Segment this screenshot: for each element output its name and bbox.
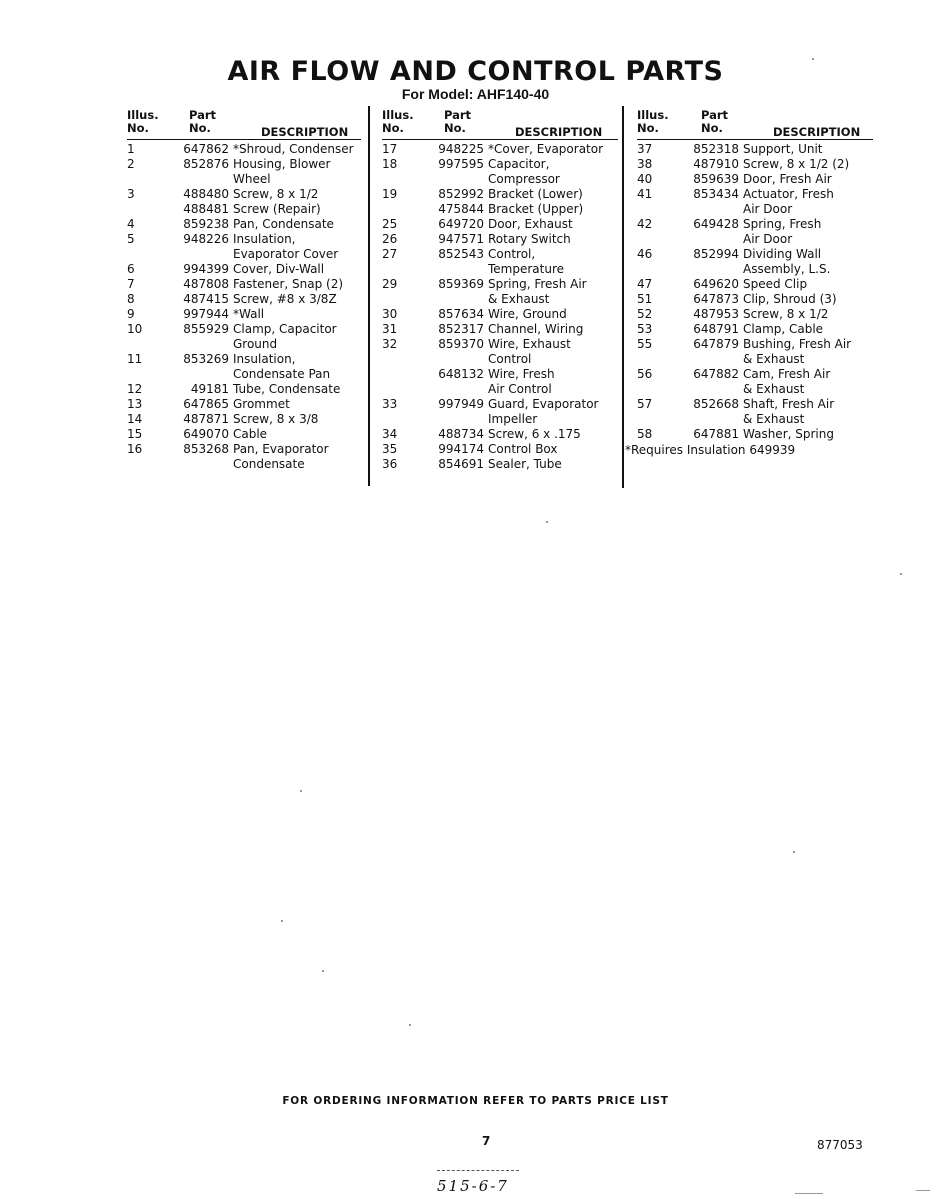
scan-speck — [281, 920, 283, 922]
model-subtitle: For Model: AHF140-40 — [401, 86, 550, 102]
parts-list — [637, 142, 873, 442]
part-number: 948226 — [183, 232, 229, 246]
part-row — [382, 202, 618, 217]
illus-number: 6 — [127, 262, 135, 276]
illus-number: 51 — [637, 292, 653, 306]
part-number — [428, 382, 488, 397]
part-description: Door, Fresh Air — [743, 172, 832, 186]
part-number: 948225 — [438, 142, 484, 156]
part-row — [382, 427, 618, 442]
scan-mark — [437, 1170, 519, 1171]
illus-number — [637, 262, 683, 277]
part-number: 852668 — [693, 397, 739, 411]
part-description: Screw, 8 x 1/2 (2) — [743, 157, 850, 171]
part-row — [637, 292, 873, 307]
illus-number: 11 — [127, 352, 143, 366]
part-number: 488481 — [183, 202, 229, 216]
part-row — [127, 247, 361, 262]
part-row — [127, 232, 361, 247]
part-description: Channel, Wiring — [488, 322, 584, 336]
illus-number: 19 — [382, 187, 398, 201]
part-number — [683, 262, 743, 277]
illus-number: 10 — [127, 322, 143, 336]
part-description: Clip, Shroud (3) — [743, 292, 837, 306]
part-description: & Exhaust — [743, 352, 805, 366]
part-row — [127, 142, 361, 157]
scan-speck — [793, 851, 795, 853]
part-description: Cam, Fresh Air — [743, 367, 831, 381]
part-number: 859639 — [693, 172, 739, 186]
part-description: Sealer, Tube — [488, 457, 562, 471]
illus-number: 12 — [127, 382, 143, 396]
part-row — [127, 442, 361, 457]
illus-number: 41 — [637, 187, 653, 201]
part-description: Washer, Spring — [743, 427, 834, 441]
part-description: Temperature — [488, 262, 565, 276]
part-number: 853268 — [183, 442, 229, 456]
part-header: Part No. — [444, 108, 472, 135]
part-description: Bracket (Lower) — [488, 187, 583, 201]
part-number — [173, 457, 233, 472]
part-description: Wheel — [233, 172, 271, 186]
part-description: Compressor — [488, 172, 560, 186]
scan-speck — [300, 790, 302, 792]
illus-header: Illus. No. — [382, 108, 414, 135]
column-divider — [622, 106, 624, 488]
part-number: 994399 — [183, 262, 229, 276]
illus-number: 34 — [382, 427, 398, 441]
part-row — [637, 307, 873, 322]
part-description: Wire, Exhaust — [488, 337, 571, 351]
illus-number — [127, 457, 173, 472]
part-row — [127, 157, 361, 172]
part-row — [637, 187, 873, 202]
illus-number: 15 — [127, 427, 143, 441]
illus-number: 1 — [127, 142, 135, 156]
part-description: Condensate — [233, 457, 305, 471]
illus-number — [637, 412, 683, 427]
illus-number — [127, 337, 173, 352]
part-row — [637, 262, 873, 277]
part-number: 647862 — [183, 142, 229, 156]
part-number: 647881 — [693, 427, 739, 441]
parts-column-2 — [382, 105, 618, 472]
illus-number: 18 — [382, 157, 398, 171]
part-description: Actuator, Fresh — [743, 187, 834, 201]
illus-number: 47 — [637, 277, 653, 291]
part-description: Evaporator Cover — [233, 247, 339, 261]
part-row — [637, 412, 873, 427]
illus-number — [382, 292, 428, 307]
parts-list — [382, 142, 618, 472]
part-description: Pan, Evaporator — [233, 442, 329, 456]
part-number: 857634 — [438, 307, 484, 321]
part-description: Spring, Fresh — [743, 217, 822, 231]
part-description: Spring, Fresh Air — [488, 277, 587, 291]
illus-number — [382, 367, 428, 382]
part-description: Support, Unit — [743, 142, 823, 156]
header-rule — [382, 139, 618, 140]
part-description: Air Control — [488, 382, 552, 396]
part-number: 647879 — [693, 337, 739, 351]
part-row — [127, 172, 361, 187]
illus-number: 3 — [127, 187, 135, 201]
illus-number — [382, 382, 428, 397]
part-number — [428, 292, 488, 307]
illus-number — [637, 232, 683, 247]
part-row — [127, 457, 361, 472]
part-description: Housing, Blower — [233, 157, 331, 171]
illus-number: 52 — [637, 307, 653, 321]
illus-number: 58 — [637, 427, 653, 441]
part-number — [173, 337, 233, 352]
illus-header: Illus. No. — [637, 108, 669, 135]
part-number — [428, 412, 488, 427]
part-number: 852543 — [438, 247, 484, 261]
part-number: 487910 — [693, 157, 739, 171]
part-header: Part No. — [189, 108, 217, 135]
parts-column-3 — [625, 105, 873, 458]
illus-number: 31 — [382, 322, 398, 336]
part-description: Wire, Ground — [488, 307, 567, 321]
part-row — [382, 262, 618, 277]
part-description: Pan, Condensate — [233, 217, 334, 231]
illus-number: 13 — [127, 397, 143, 411]
part-description: Rotary Switch — [488, 232, 571, 246]
part-row — [637, 157, 873, 172]
part-number: 487415 — [183, 292, 229, 306]
part-number — [173, 247, 233, 262]
part-row — [382, 172, 618, 187]
part-description: Bushing, Fresh Air — [743, 337, 852, 351]
part-number: 947571 — [438, 232, 484, 246]
part-description: Dividing Wall — [743, 247, 822, 261]
part-number — [683, 382, 743, 397]
part-description: *Shroud, Condenser — [233, 142, 354, 156]
part-number — [428, 262, 488, 277]
part-row — [127, 307, 361, 322]
part-description: Control, — [488, 247, 536, 261]
part-row — [127, 412, 361, 427]
illus-number: 33 — [382, 397, 398, 411]
part-description: Bracket (Upper) — [488, 202, 584, 216]
part-number: 488480 — [183, 187, 229, 201]
description-header: DESCRIPTION — [773, 125, 861, 139]
part-description: Insulation, — [233, 232, 296, 246]
part-row — [637, 202, 873, 217]
part-row — [637, 352, 873, 367]
illus-number: 8 — [127, 292, 135, 306]
part-description: Grommet — [233, 397, 290, 411]
part-number — [683, 232, 743, 247]
part-row — [637, 337, 873, 352]
illus-header: Illus. No. — [127, 108, 159, 135]
illus-number: 27 — [382, 247, 398, 261]
part-number: 647873 — [693, 292, 739, 306]
part-number: 852317 — [438, 322, 484, 336]
part-row — [382, 277, 618, 292]
part-number: 997944 — [183, 307, 229, 321]
part-description: Capacitor, — [488, 157, 550, 171]
illus-number — [382, 412, 428, 427]
part-number: 649720 — [438, 217, 484, 231]
illus-number — [382, 202, 428, 217]
part-number: 487808 — [183, 277, 229, 291]
page-title: AIR FLOW AND CONTROL PARTS — [227, 56, 724, 87]
part-description: Door, Exhaust — [488, 217, 573, 231]
column-divider — [368, 106, 370, 486]
parts-list — [127, 142, 361, 472]
part-number: 488734 — [438, 427, 484, 441]
column-header — [637, 105, 873, 139]
scan-speck — [916, 1190, 930, 1191]
scan-speck — [795, 1193, 823, 1194]
page-number: 7 — [482, 1134, 491, 1148]
illus-number — [637, 202, 683, 217]
illus-number: 38 — [637, 157, 653, 171]
illus-number — [127, 247, 173, 262]
illus-number: 9 — [127, 307, 135, 321]
illus-number: 16 — [127, 442, 143, 456]
part-row — [637, 247, 873, 262]
part-row — [127, 277, 361, 292]
part-number: 647865 — [183, 397, 229, 411]
part-number: 852994 — [693, 247, 739, 261]
part-row — [127, 217, 361, 232]
part-description: Insulation, — [233, 352, 296, 366]
illus-number: 26 — [382, 232, 398, 246]
part-description: Guard, Evaporator — [488, 397, 599, 411]
illus-number: 57 — [637, 397, 653, 411]
part-row — [382, 247, 618, 262]
part-description: Cable — [233, 427, 268, 441]
ordering-note: FOR ORDERING INFORMATION REFER TO PARTS PRICE LIST — [282, 1095, 669, 1107]
part-number: 854691 — [438, 457, 484, 471]
part-description: Fastener, Snap (2) — [233, 277, 344, 291]
part-number: 997595 — [438, 157, 484, 171]
part-row — [382, 367, 618, 382]
illus-number: 36 — [382, 457, 398, 471]
illus-number: 29 — [382, 277, 398, 291]
part-description: Screw, 6 x .175 — [488, 427, 581, 441]
part-description: Clamp, Capacitor — [233, 322, 337, 336]
part-number: 647882 — [693, 367, 739, 381]
scan-speck — [812, 58, 814, 60]
part-description: Ground — [233, 337, 278, 351]
part-number — [683, 352, 743, 367]
part-number — [173, 172, 233, 187]
part-number: 853269 — [183, 352, 229, 366]
parts-column-1 — [127, 105, 361, 472]
illus-number: 4 — [127, 217, 135, 231]
part-row — [382, 352, 618, 367]
part-row — [382, 187, 618, 202]
header-rule — [637, 139, 873, 140]
part-number: 487871 — [183, 412, 229, 426]
illus-number: 17 — [382, 142, 398, 156]
part-row — [382, 232, 618, 247]
part-row — [382, 457, 618, 472]
illus-number: 42 — [637, 217, 653, 231]
part-number: 997949 — [438, 397, 484, 411]
illus-number — [127, 172, 173, 187]
column-header — [127, 105, 361, 139]
part-number: 852318 — [693, 142, 739, 156]
part-row — [382, 292, 618, 307]
part-number: 859238 — [183, 217, 229, 231]
part-number: 487953 — [693, 307, 739, 321]
illus-number — [382, 352, 428, 367]
part-row — [127, 337, 361, 352]
illus-number — [637, 382, 683, 397]
part-number: 649620 — [693, 277, 739, 291]
part-number: 648791 — [693, 322, 739, 336]
part-description: Screw, 8 x 3/8 — [233, 412, 319, 426]
part-row — [382, 397, 618, 412]
illus-number: 2 — [127, 157, 135, 171]
part-number: 852992 — [438, 187, 484, 201]
column-header — [382, 105, 618, 139]
part-row — [127, 202, 361, 217]
part-row — [637, 367, 873, 382]
part-number — [173, 367, 233, 382]
part-description: Control — [488, 352, 532, 366]
part-row — [382, 142, 618, 157]
part-number — [428, 352, 488, 367]
document-number: 877053 — [817, 1138, 863, 1152]
handwritten-note: 515-6-7 — [437, 1177, 509, 1195]
illus-number: 37 — [637, 142, 653, 156]
illus-number — [382, 262, 428, 277]
illus-number: 14 — [127, 412, 143, 426]
illus-number: 55 — [637, 337, 653, 351]
part-row — [127, 352, 361, 367]
part-number: 859369 — [438, 277, 484, 291]
part-row — [637, 397, 873, 412]
part-number — [683, 412, 743, 427]
part-description: & Exhaust — [743, 412, 805, 426]
part-row — [637, 172, 873, 187]
part-number: 649070 — [183, 427, 229, 441]
part-row — [637, 217, 873, 232]
part-row — [127, 187, 361, 202]
illus-number — [127, 202, 173, 217]
part-row — [382, 307, 618, 322]
part-number: 855929 — [183, 322, 229, 336]
illus-number: 7 — [127, 277, 135, 291]
part-description: Condensate Pan — [233, 367, 331, 381]
part-description: Air Door — [743, 202, 793, 216]
part-description: Cover, Div-Wall — [233, 262, 325, 276]
part-row — [382, 442, 618, 457]
part-number: 648132 — [438, 367, 484, 381]
part-row — [637, 232, 873, 247]
illus-number: 35 — [382, 442, 398, 456]
part-description: Control Box — [488, 442, 558, 456]
scan-speck — [546, 521, 548, 523]
part-description: Shaft, Fresh Air — [743, 397, 835, 411]
part-description: *Wall — [233, 307, 265, 321]
part-description: Clamp, Cable — [743, 322, 824, 336]
part-row — [637, 322, 873, 337]
description-header: DESCRIPTION — [515, 125, 603, 139]
part-row — [382, 337, 618, 352]
part-description: Speed Clip — [743, 277, 808, 291]
illus-number — [637, 352, 683, 367]
part-description: *Cover, Evaporator — [488, 142, 604, 156]
illus-number — [127, 367, 173, 382]
part-number — [683, 202, 743, 217]
part-row — [382, 382, 618, 397]
part-description: Screw, #8 x 3/8Z — [233, 292, 337, 306]
part-number: 852876 — [183, 157, 229, 171]
part-row — [382, 217, 618, 232]
illus-number: 30 — [382, 307, 398, 321]
part-row — [637, 142, 873, 157]
part-row — [127, 397, 361, 412]
illus-number: 25 — [382, 217, 398, 231]
illus-number: 40 — [637, 172, 653, 186]
illus-number: 5 — [127, 232, 135, 246]
part-description: Screw, 8 x 1/2 — [743, 307, 829, 321]
part-row — [382, 157, 618, 172]
part-number: 853434 — [693, 187, 739, 201]
part-number — [428, 172, 488, 187]
part-description: Tube, Condensate — [233, 382, 341, 396]
part-description: Impeller — [488, 412, 538, 426]
part-row — [127, 382, 361, 397]
part-header: Part No. — [701, 108, 729, 135]
part-row — [382, 322, 618, 337]
illus-number: 32 — [382, 337, 398, 351]
part-row — [637, 382, 873, 397]
illus-number: 53 — [637, 322, 653, 336]
description-header: DESCRIPTION — [261, 125, 349, 139]
part-number: 649428 — [693, 217, 739, 231]
part-description: & Exhaust — [488, 292, 550, 306]
part-row — [127, 427, 361, 442]
header-rule — [127, 139, 361, 140]
part-description: Screw (Repair) — [233, 202, 321, 216]
part-description: Wire, Fresh — [488, 367, 555, 381]
part-row — [127, 292, 361, 307]
part-row — [637, 277, 873, 292]
part-row — [127, 322, 361, 337]
illus-number: 46 — [637, 247, 653, 261]
illus-number: 56 — [637, 367, 653, 381]
part-description: Screw, 8 x 1/2 — [233, 187, 319, 201]
scan-speck — [322, 970, 324, 972]
insulation-footnote: *Requires Insulation 649939 — [625, 443, 796, 457]
illus-number — [382, 172, 428, 187]
part-number: 859370 — [438, 337, 484, 351]
part-number: 994174 — [438, 442, 484, 456]
part-row — [127, 367, 361, 382]
part-row — [637, 427, 873, 442]
part-description: Air Door — [743, 232, 793, 246]
part-description: Assembly, L.S. — [743, 262, 831, 276]
part-row — [127, 262, 361, 277]
part-row — [382, 412, 618, 427]
scan-speck — [900, 573, 902, 575]
scan-speck — [409, 1024, 411, 1026]
part-number: 475844 — [438, 202, 484, 216]
part-number: 49181 — [190, 382, 229, 396]
part-description: & Exhaust — [743, 382, 805, 396]
